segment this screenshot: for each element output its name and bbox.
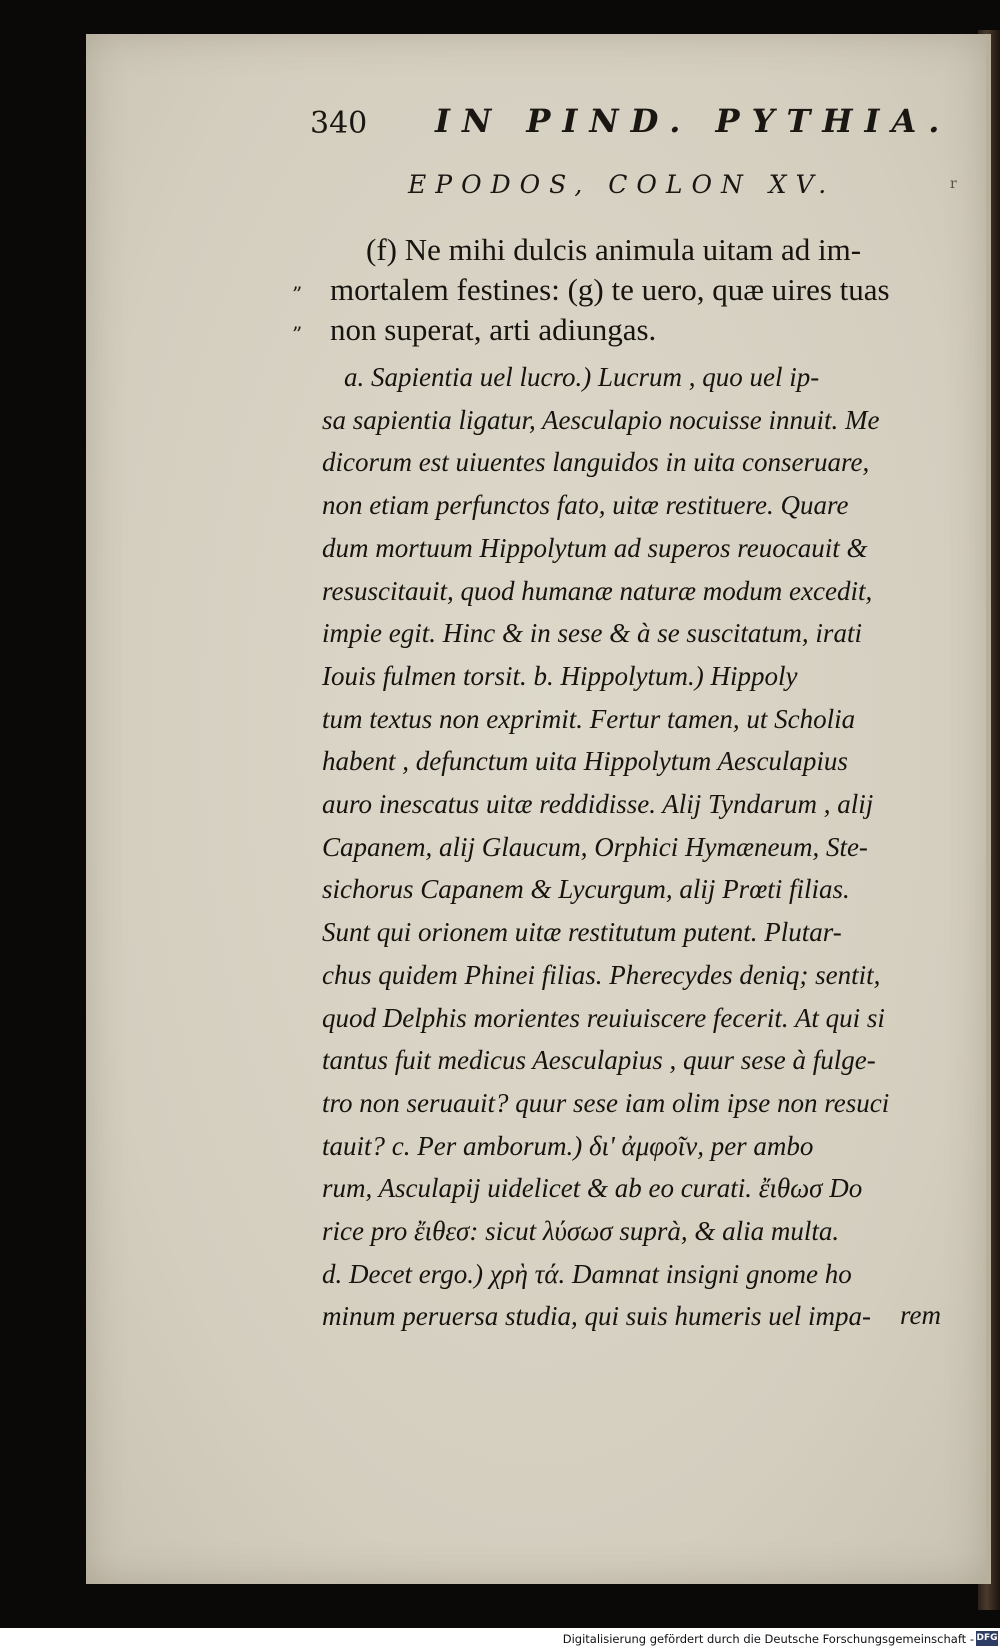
- funding-credit: Digitalisierung gefördert durch die Deutsche Forschungsgemeinschaft -: [562, 1632, 974, 1646]
- commentary-line: dum mortuum Hippolytum ad superos reuocauit &: [322, 532, 868, 563]
- verse-text: [330, 230, 970, 350]
- verse-line: (f) Ne mihi dulcis animula uitam ad im-: [366, 232, 862, 267]
- verse-line: mortalem festines: (g) te uero, quæ uires tuas: [330, 272, 890, 307]
- commentary-line: tum textus non exprimit. Fertur tamen, ut Scholia: [322, 703, 856, 734]
- commentary-line: dicorum est uiuentes languidos in uita conseruare,: [322, 447, 870, 478]
- quotation-mark-2: ”: [292, 322, 303, 346]
- commentary-line: impie egit. Hinc & in sese & à se suscitatum, irati: [322, 618, 862, 649]
- footer-bar: [0, 1628, 1000, 1650]
- dfg-logo: DFG: [976, 1631, 998, 1646]
- commentary-line: minum peruersa studia, qui suis humeris uel impa-: [322, 1301, 871, 1332]
- commentary-line: a. Sapientia uel lucro.) Lucrum , quo uel ip-: [344, 362, 820, 392]
- verse-line: non superat, arti adiungas.: [330, 312, 657, 347]
- commentary-line: rum, Asculapij uidelicet & ab eo curati. ἔιθωσ Do: [322, 1173, 863, 1204]
- commentary-line: tro non seruauit? quur sese iam olim ipse non resuci: [322, 1087, 890, 1118]
- section-heading: EPODOS, COLON XV.: [408, 170, 836, 199]
- commentary-line: Capanem, alij Glaucum, Orphici Hymæneum, Ste-: [322, 831, 868, 862]
- commentary-line: auro inescatus uitæ reddidisse. Alij Tyndarum , alij: [322, 789, 874, 820]
- commentary-line: Sunt qui orionem uitæ restitutum putent. Plutar-: [322, 917, 842, 948]
- commentary-line: tauit? c. Per amborum.) δι' ἀμφοῖν, per ambo: [322, 1130, 814, 1161]
- commentary-line: resuscitauit, quod humanæ naturæ modum excedit,: [322, 575, 873, 606]
- commentary-line: sa sapientia ligatur, Aesculapio nocuisse innuit. Me: [322, 404, 880, 435]
- commentary-text: [322, 356, 977, 1338]
- commentary-line: sichorus Capanem & Lycurgum, alij Prœti filias.: [322, 874, 850, 905]
- commentary-line: chus quidem Phinei filias. Pherecydes deniq; sentit,: [322, 959, 881, 990]
- commentary-line: rice pro ἔιθεσ: sicut λύσωσ suprà, & alia multa.: [322, 1216, 840, 1247]
- commentary-line: non etiam perfunctos fato, uitæ restituere. Quare: [322, 490, 849, 521]
- quotation-mark-1: ”: [292, 282, 303, 306]
- corner-mark: r: [950, 176, 957, 192]
- commentary-line: Iouis fulmen torsit. b. Hippolytum.) Hippoly: [322, 660, 798, 691]
- catchword: rem: [900, 1300, 941, 1330]
- commentary-line: quod Delphis morientes reuiuiscere fecerit. At qui si: [322, 1002, 885, 1033]
- page-number: 340: [310, 106, 368, 141]
- page-edge: [986, 34, 991, 1584]
- running-title: IN PIND. PYTHIA.: [435, 102, 952, 140]
- commentary-line: habent , defunctum uita Hippolytum Aesculapius: [322, 746, 848, 777]
- commentary-line: d. Decet ergo.) χρὴ τά. Damnat insigni gnome ho: [322, 1258, 852, 1289]
- commentary-line: tantus fuit medicus Aesculapius , quur sese à fulge-: [322, 1045, 876, 1076]
